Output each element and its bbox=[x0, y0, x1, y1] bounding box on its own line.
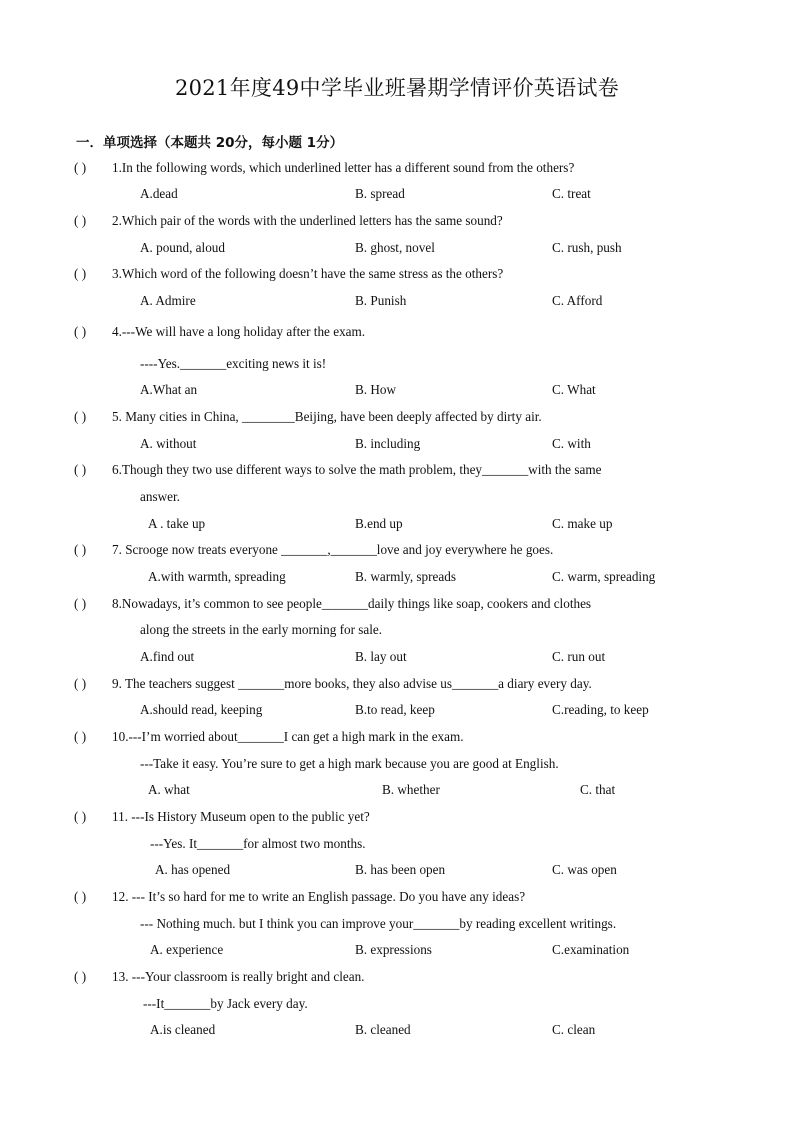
option-b: B. How bbox=[355, 382, 397, 397]
option-a: A. has opened bbox=[155, 862, 231, 877]
option-a: A.with warmth, spreading bbox=[148, 569, 286, 584]
question-stem: 6.Though they two use different ways to solve the math problem, they_______with the same bbox=[112, 462, 602, 477]
question-stem: 2.Which pair of the words with the underlined letters has the same sound? bbox=[112, 213, 503, 228]
option-a: A. experience bbox=[150, 942, 224, 957]
answer-paren: ( ) bbox=[74, 409, 87, 424]
section-heading: 一．单项选择（本题共 20分，每小题 1分） bbox=[76, 135, 344, 151]
question-10-line2: ---Take it easy. You’re sure to get a high mark because you are good at English. bbox=[140, 756, 559, 771]
option-c: C.examination bbox=[552, 942, 630, 957]
question-stem: 12. --- It’s so hard for me to write an English passage. Do you have any ideas? bbox=[112, 889, 526, 904]
option-b: B. has been open bbox=[355, 862, 446, 877]
question-stem: 10.---I’m worried about_______I can get a high mark in the exam. bbox=[112, 729, 464, 744]
option-a: A. without bbox=[140, 436, 197, 451]
option-a: A. what bbox=[148, 782, 190, 797]
answer-paren: ( ) bbox=[74, 324, 87, 339]
option-c: C. Afford bbox=[552, 293, 603, 308]
option-c: C. that bbox=[580, 782, 616, 797]
option-b: B. including bbox=[355, 436, 421, 451]
option-b: B. lay out bbox=[355, 649, 407, 664]
question-6-line2: answer. bbox=[140, 489, 180, 504]
option-c: C. warm, spreading bbox=[552, 569, 656, 584]
question-11-line2: ---Yes. It_______for almost two months. bbox=[150, 836, 366, 851]
exam-title: 2021年度49中学毕业班暑期学情评价英语试卷 bbox=[174, 76, 620, 100]
question-stem: 5. Many cities in China, ________Beijing, have been deeply affected by dirty air. bbox=[112, 409, 542, 424]
answer-paren: ( ) bbox=[74, 676, 87, 691]
option-c: C. make up bbox=[552, 516, 613, 531]
question-stem: 3.Which word of the following doesn’t have the same stress as the others? bbox=[112, 266, 504, 281]
option-a: A. pound, aloud bbox=[140, 240, 225, 255]
option-c: C. with bbox=[552, 436, 591, 451]
answer-paren: ( ) bbox=[74, 596, 87, 611]
question-stem: 8.Nowadays, it’s common to see people_______daily things like soap, cookers and clothes bbox=[112, 596, 592, 611]
option-b: B. ghost, novel bbox=[355, 240, 435, 255]
option-a: A.dead bbox=[140, 186, 178, 201]
question-stem: 9. The teachers suggest _______more books, they also advise us_______a diary every day. bbox=[112, 676, 592, 691]
question-stem: 7. Scrooge now treats everyone _______,_______love and joy everywhere he goes. bbox=[112, 542, 554, 557]
option-b: B.end up bbox=[355, 516, 403, 531]
question-4-line2: ----Yes._______exciting news it is! bbox=[140, 356, 327, 371]
option-a: A.is cleaned bbox=[150, 1022, 216, 1037]
answer-paren: ( ) bbox=[74, 213, 87, 228]
answer-paren: ( ) bbox=[74, 266, 87, 281]
option-b: B. warmly, spreads bbox=[355, 569, 456, 584]
option-b: B. spread bbox=[355, 186, 405, 201]
option-b: B. whether bbox=[382, 782, 440, 797]
option-b: B. Punish bbox=[355, 293, 407, 308]
question-13-line2: ---It_______by Jack every day. bbox=[143, 996, 308, 1011]
question-stem: 11. ---Is History Museum open to the public yet? bbox=[112, 809, 370, 824]
option-a: A.find out bbox=[140, 649, 195, 664]
option-a: A. Admire bbox=[140, 293, 196, 308]
question-stem: 1.In the following words, which underlined letter has a different sound from the others? bbox=[112, 160, 575, 175]
answer-paren: ( ) bbox=[74, 969, 87, 984]
option-a: A . take up bbox=[148, 516, 206, 531]
question-stem: 4.---We will have a long holiday after the exam. bbox=[112, 324, 366, 339]
option-c: C.reading, to keep bbox=[552, 702, 649, 717]
answer-paren: ( ) bbox=[74, 542, 87, 557]
answer-paren: ( ) bbox=[74, 809, 87, 824]
option-b: B.to read, keep bbox=[355, 702, 435, 717]
option-c: C. treat bbox=[552, 186, 591, 201]
option-c: C. run out bbox=[552, 649, 606, 664]
answer-paren: ( ) bbox=[74, 160, 87, 175]
option-c: C. was open bbox=[552, 862, 617, 877]
option-c: C. What bbox=[552, 382, 596, 397]
answer-paren: ( ) bbox=[74, 729, 87, 744]
option-c: C. clean bbox=[552, 1022, 596, 1037]
option-a: A.What an bbox=[140, 382, 198, 397]
question-8-line2: along the streets in the early morning for sale. bbox=[140, 622, 383, 637]
question-stem: 13. ---Your classroom is really bright and clean. bbox=[112, 969, 365, 984]
question-12-line2: --- Nothing much. but I think you can improve your_______by reading excellent writings. bbox=[140, 916, 617, 931]
option-b: B. cleaned bbox=[355, 1022, 411, 1037]
option-c: C. rush, push bbox=[552, 240, 622, 255]
answer-paren: ( ) bbox=[74, 889, 87, 904]
option-a: A.should read, keeping bbox=[140, 702, 263, 717]
option-b: B. expressions bbox=[355, 942, 432, 957]
answer-paren: ( ) bbox=[74, 462, 87, 477]
